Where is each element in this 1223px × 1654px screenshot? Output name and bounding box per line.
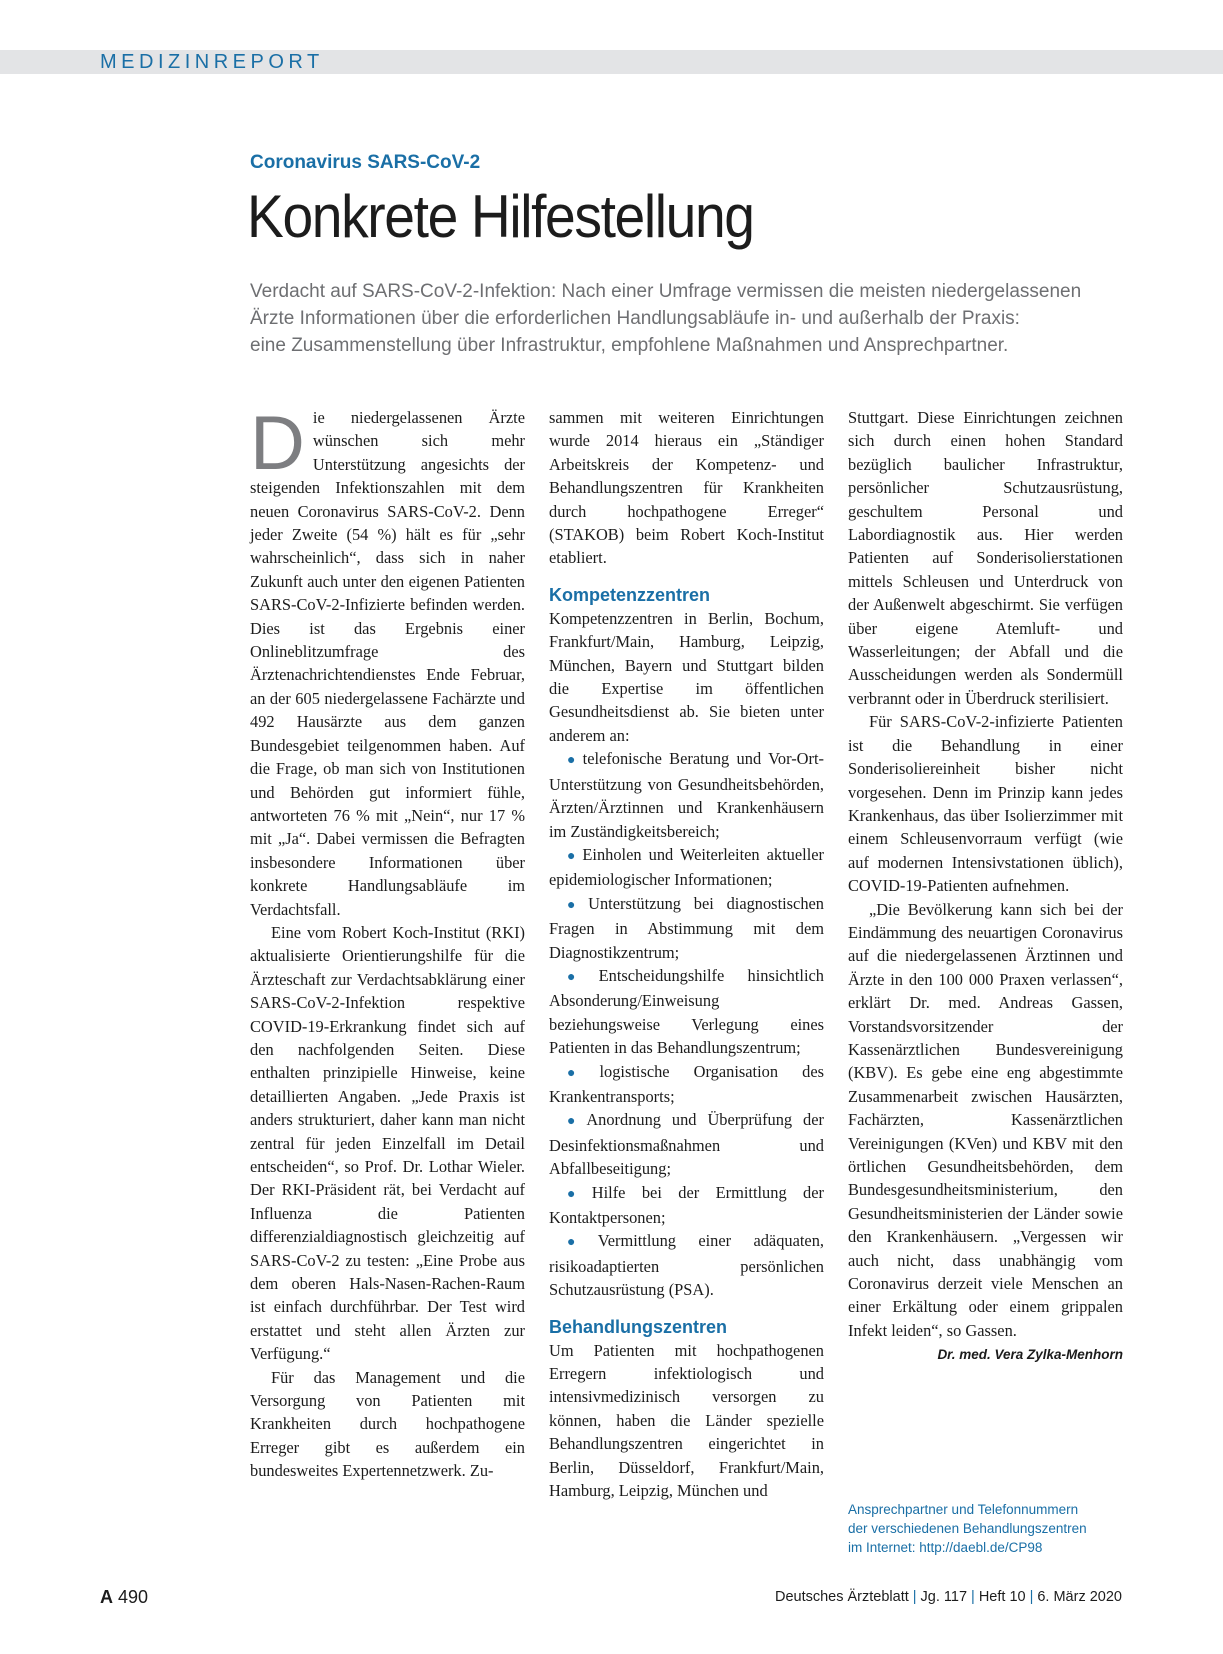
article-kicker: Coronavirus SARS-CoV-2 [250, 152, 481, 173]
paragraph: sammen mit weiteren Einrichtungen wurde 2014 hieraus ein „Ständiger Arbeitskreis der Kompetenz- und Behandlungszentren für Krankheiten durch hochpathogene Erreger“ (STAKOB) beim Robert Koch-Institut etabliert. [549, 408, 824, 568]
bullet-item [549, 1060, 824, 1109]
journal-volume: Jg. 117 [920, 1589, 968, 1605]
bullet-icon: ● [567, 1065, 596, 1081]
bullet-text: telefonische Beratung und Vor-Ort-Unterstützung von Gesundheitsbehörden, Ärzten/Ärztinnen und Krankenhäusern im Zuständigkeitsbereich; [549, 749, 824, 841]
lead-line: Ärzte Informationen über die erforderlichen Handlungsabläufe in- und außerhalb der Praxis: [250, 308, 1020, 329]
info-line: Ansprechpartner und Telefonnummern [848, 1502, 1079, 1517]
article-title: Konkrete Hilfestellung [247, 183, 754, 250]
bullet-icon: ● [567, 969, 595, 985]
paragraph [848, 898, 1123, 1363]
bullet-text: Vermittlung einer adäquaten, risikoadaptierten persönlichen Schutzausrüstung (PSA). [549, 1231, 824, 1300]
page-prefix: A [100, 1587, 113, 1607]
bullet-icon: ● [567, 897, 585, 913]
paragraph: Für SARS-CoV-2-infizierte Patienten ist die Behandlung in einer Sonderisoliereinheit bisher nicht vorgesehen. Denn im Prinzip kann jedes Krankenhaus, das über Isolierzimmer mit einem Schleusenvorraum verfügt (wie auf modernen Intensivstationen üblich), COVID-19-Patienten aufnehmen. [848, 712, 1123, 896]
bullet-item [549, 1108, 824, 1180]
paragraph: Eine vom Robert Koch-Institut (RKI) aktualisierte Orientierungshilfe für die Ärzteschaft zur Verdachtsabklärung einer SARS-CoV-2-Infektion respektive COVID-19-Erkrankung findet sich auf den nachfolgenden Seiten. Diese enthalten prinzipielle Hinweise, keine detaillierten Angaben. „Jede Praxis ist anders strukturiert, daher kann man nicht zentral für jeden Einzelfall im Detail entscheiden“, so Prof. Dr. Lothar Wieler. Der RKI-Präsident rät, bei Verdacht auf Influenza die Patienten differenzialdiagnostisch gleichzeitig auf SARS-CoV-2 zu testen: „Eine Probe aus dem oberen Hals-Nasen-Rachen-Raum ist einfach durchführbar. Der Test wird erstattet und steht allen Ärzten zur Verfügung.“ [250, 922, 525, 1364]
page-number-value: 490 [118, 1587, 149, 1607]
info-line: der verschiedenen Behandlungszentren [848, 1521, 1087, 1536]
bullet-text: Anordnung und Überprüfung der Desinfektionsmaßnahmen und Abfallbeseitigung; [549, 1110, 824, 1179]
paragraph-text: „Die Bevölkerung kann sich bei der Eindämmung des neuartigen Coronavirus auf die niedergelassenen Ärztinnen und Ärzte in den 100 000 Praxen verlassen“, erklärt Dr. med. Andreas Gassen, Vorstandsvorsitzender der Kassenärztlichen Bundesvereinigung (KBV). Es gebe eine eng abgestimmte Zusammenarbeit zwischen Hausärzten, Fachärzten, Kassenärztlichen Vereinigungen (KVen) und KBV mit den örtlichen Gesundheitsbehörden, dem Bundesgesundheitsministerium, den Gesundheitsministerien der Länder sowie den Krankenhäusern. „Vergessen wir auch nicht, dass unabhängig vom Coronavirus derzeit viele Menschen an einer Erkältung oder einem grippalen Infekt leiden“, so Gassen. [848, 899, 1123, 1340]
text-column-3 [848, 406, 1123, 1367]
section-label: MEDIZINREPORT [100, 51, 324, 73]
subheading-kompetenzzentren: Kompetenzzentren [549, 584, 711, 605]
article-lead [250, 278, 1170, 359]
paragraph: Für das Management und die Versorgung von Patienten mit Krankheiten durch hochpathogene Erreger gibt es außerdem ein bundesweites Expertennetzwerk. Zu- [250, 1367, 525, 1481]
footer-separator: | [971, 1589, 975, 1605]
bullet-item [549, 1229, 824, 1301]
bullet-icon: ● [567, 753, 579, 769]
bullet-text: Hilfe bei der Ermittlung der Kontaktpersonen; [549, 1182, 824, 1227]
paragraph [250, 401, 525, 921]
text-column-2 [549, 406, 824, 1502]
journal-footer [775, 1589, 1122, 1605]
journal-issue: Heft 10 [978, 1589, 1026, 1605]
lead-line: eine Zusammenstellung über Infrastruktur, empfohlene Maßnahmen und Ansprechpartner. [250, 335, 1009, 356]
info-box [848, 1500, 1148, 1557]
paragraph: Kompetenzzentren in Berlin, Bochum, Frankfurt/Main, Hamburg, Leipzig, München, Bayern und Stuttgart bilden die Expertise im öffentlichen Gesundheitsdienst ab. Sie bieten unter anderem an: [549, 608, 824, 745]
bullet-text: Unterstützung bei diagnostischen Fragen in Abstimmung mit dem Diagnostikzentrum; [549, 893, 824, 962]
drop-cap: D [250, 401, 305, 486]
bullet-item [549, 892, 824, 964]
paragraph-text: ie niedergelassenen Ärzte wünschen sich mehr Unterstützung angesichts der steigenden Infektionszahlen mit dem neuen Coronavirus SARS-CoV-2. Denn jeder Zweite (54 %) hält es für „sehr wahrscheinlich“, dass sich in naher Zukunft auch unter den eigenen Patienten SARS-CoV-2-Infizierte befinden werden. Dies ist das Ergebnis einer Onlineblitzumfrage des Ärztenachrichtendienstes Ende Februar, an der 605 niedergelassene Fachärzte und 492 Hausärzte aus dem ganzen Bundesgebiet teilgenommen haben. Auf die Frage, ob man sich von Institutionen und Behörden gut informiert fühle, antworteten 76 % mit „Nein“, nur 17 % mit „Ja“. Dabei vermissen die Befragten insbesondere Informationen über konkrete Handlungsabläufe im Verdachtsfall. [250, 408, 525, 919]
lead-line: Verdacht auf SARS-CoV-2-Infektion: Nach einer Umfrage vermissen die meisten niedergelassenen [250, 281, 1082, 302]
paragraph: Stuttgart. Diese Einrichtungen zeichnen sich durch einen hohen Standard bezüglich baulicher Infrastruktur, persönlicher Schutzausrüstung, geschultem Personal und Labordiagnostik aus. Hier werden Patienten auf Sonderisolierstationen mittels Schleusen und Unterdruck von der Außenwelt abgeschirmt. Sie verfügen über eigene Atemluft- und Wasserleitungen; der Abfall und die Ausscheidungen werden als Sondermüll verbrannt oder in Überdruck sterilisiert. [848, 408, 1123, 708]
journal-date: 6. März 2020 [1037, 1589, 1122, 1605]
bullet-icon: ● [567, 848, 579, 864]
bullet-icon: ● [567, 1235, 594, 1251]
bullet-icon: ● [567, 1186, 588, 1202]
author-byline: Dr. med. Vera Zylka-Menhorn [937, 1347, 1123, 1363]
bullet-text: Einholen und Weiterleiten aktueller epidemiologischer Informationen; [549, 844, 824, 890]
bullet-item [549, 964, 824, 1060]
bullet-icon: ● [567, 1114, 583, 1130]
page-number [100, 1587, 148, 1608]
footer-separator: | [1029, 1589, 1034, 1605]
bullet-item [549, 843, 824, 892]
bullet-item [549, 1181, 824, 1230]
footer-separator: | [912, 1589, 917, 1605]
paragraph: Um Patienten mit hochpathogenen Erregern infektiologisch und intensivmedizinisch versorgen zu können, haben die Länder spezielle Behandlungszentren eingerichtet in Berlin, Düsseldorf, Frankfurt/Main, Hamburg, Leipzig, München und [549, 1340, 824, 1501]
subheading-behandlungszentren: Behandlungszentren [549, 1316, 728, 1337]
text-column-1 [250, 401, 525, 1483]
info-link[interactable]: im Internet: http://daebl.de/CP98 [848, 1540, 1043, 1555]
bullet-item [549, 747, 824, 843]
bullet-text: logistische Organisation des Krankentransports; [549, 1061, 824, 1106]
bullet-text: Entscheidungshilfe hinsichtlich Absonderung/Einweisung beziehungsweise Verlegung eines Patienten in das Behandlungszentrum; [549, 965, 824, 1058]
journal-name: Deutsches Ärzteblatt [774, 1589, 909, 1605]
